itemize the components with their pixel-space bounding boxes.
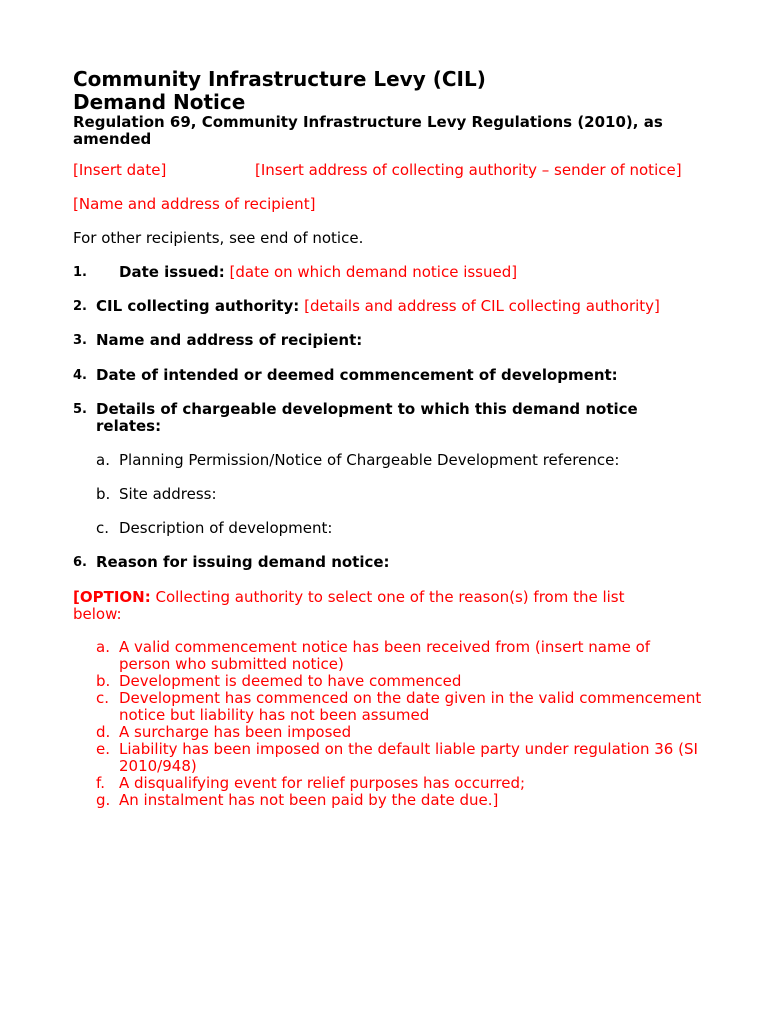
title-line-2: Demand Notice bbox=[73, 90, 246, 114]
option-text: Collecting authority to select one of the reason(s) from the list below: bbox=[73, 588, 625, 623]
other-recipients-note: For other recipients, see end of notice. bbox=[73, 229, 364, 247]
list-item bbox=[96, 673, 706, 690]
sub-item-planning-reference bbox=[96, 452, 619, 469]
list-item bbox=[96, 724, 706, 741]
sub-item-description bbox=[96, 520, 332, 537]
sub-item-letter: c. bbox=[96, 519, 110, 537]
list-item bbox=[96, 775, 706, 792]
item-number-5: 5. bbox=[73, 402, 87, 417]
option-letter: f. bbox=[96, 774, 105, 792]
item-reason: Reason for issuing demand notice: bbox=[96, 553, 390, 571]
item-number-4: 4. bbox=[73, 368, 87, 383]
item-chargeable-development: Details of chargeable development to which this demand notice relates: bbox=[96, 400, 638, 435]
sub-item-letter: a. bbox=[96, 451, 110, 469]
document-title bbox=[73, 68, 486, 114]
sub-item-text: Description of development: bbox=[119, 519, 333, 537]
list-item bbox=[96, 741, 706, 775]
item-number-1: 1. bbox=[73, 265, 87, 280]
option-paragraph bbox=[73, 589, 673, 623]
sub-item-text: Site address: bbox=[119, 485, 217, 503]
option-letter: b. bbox=[96, 672, 111, 690]
list-item bbox=[96, 792, 706, 809]
reason-options-list bbox=[96, 639, 706, 809]
item-value: [details and address of CIL collecting authority] bbox=[304, 297, 660, 315]
option-text: Development is deemed to have commenced bbox=[119, 672, 462, 690]
option-label: [OPTION: bbox=[73, 588, 151, 606]
sub-item-text: Planning Permission/Notice of Chargeable Development reference: bbox=[119, 451, 620, 469]
list-item bbox=[96, 690, 706, 724]
option-letter: c. bbox=[96, 689, 110, 707]
item-number-6: 6. bbox=[73, 555, 87, 570]
option-text: Development has commenced on the date given in the valid commencement notice but liability has not been assumed bbox=[119, 689, 702, 724]
title-line-1: Community Infrastructure Levy (CIL) bbox=[73, 67, 486, 91]
item-recipient: Name and address of recipient: bbox=[96, 331, 363, 349]
insert-address-placeholder: [Insert address of collecting authority – sender of notice] bbox=[255, 161, 682, 179]
sub-item-site-address bbox=[96, 486, 217, 503]
regulation-subtitle: Regulation 69, Community Infrastructure Levy Regulations (2010), as amended bbox=[73, 113, 663, 148]
sub-item-letter: b. bbox=[96, 485, 111, 503]
item-number-3: 3. bbox=[73, 333, 87, 348]
option-letter: a. bbox=[96, 638, 110, 656]
item-label: Date issued: bbox=[119, 263, 225, 281]
option-text: Liability has been imposed on the default liable party under regulation 36 (SI 2010/948) bbox=[119, 740, 698, 775]
option-text: An instalment has not been paid by the date due.] bbox=[119, 791, 499, 809]
option-text: A surcharge has been imposed bbox=[119, 723, 352, 741]
item-commencement-date: Date of intended or deemed commencement of development: bbox=[96, 366, 618, 384]
option-letter: d. bbox=[96, 723, 111, 741]
item-label: CIL collecting authority: bbox=[96, 297, 300, 315]
insert-date-placeholder: [Insert date] bbox=[73, 161, 167, 179]
item-collecting-authority bbox=[96, 298, 696, 315]
list-item bbox=[96, 639, 706, 673]
option-text: A disqualifying event for relief purposes has occurred; bbox=[119, 774, 526, 792]
item-number-2: 2. bbox=[73, 299, 87, 314]
option-text: A valid commencement notice has been received from (insert name of person who submitted notice) bbox=[119, 638, 651, 673]
recipient-placeholder: [Name and address of recipient] bbox=[73, 195, 316, 213]
item-date-issued bbox=[119, 264, 719, 281]
option-letter: g. bbox=[96, 791, 111, 809]
item-value: [date on which demand notice issued] bbox=[229, 263, 518, 281]
option-letter: e. bbox=[96, 740, 110, 758]
